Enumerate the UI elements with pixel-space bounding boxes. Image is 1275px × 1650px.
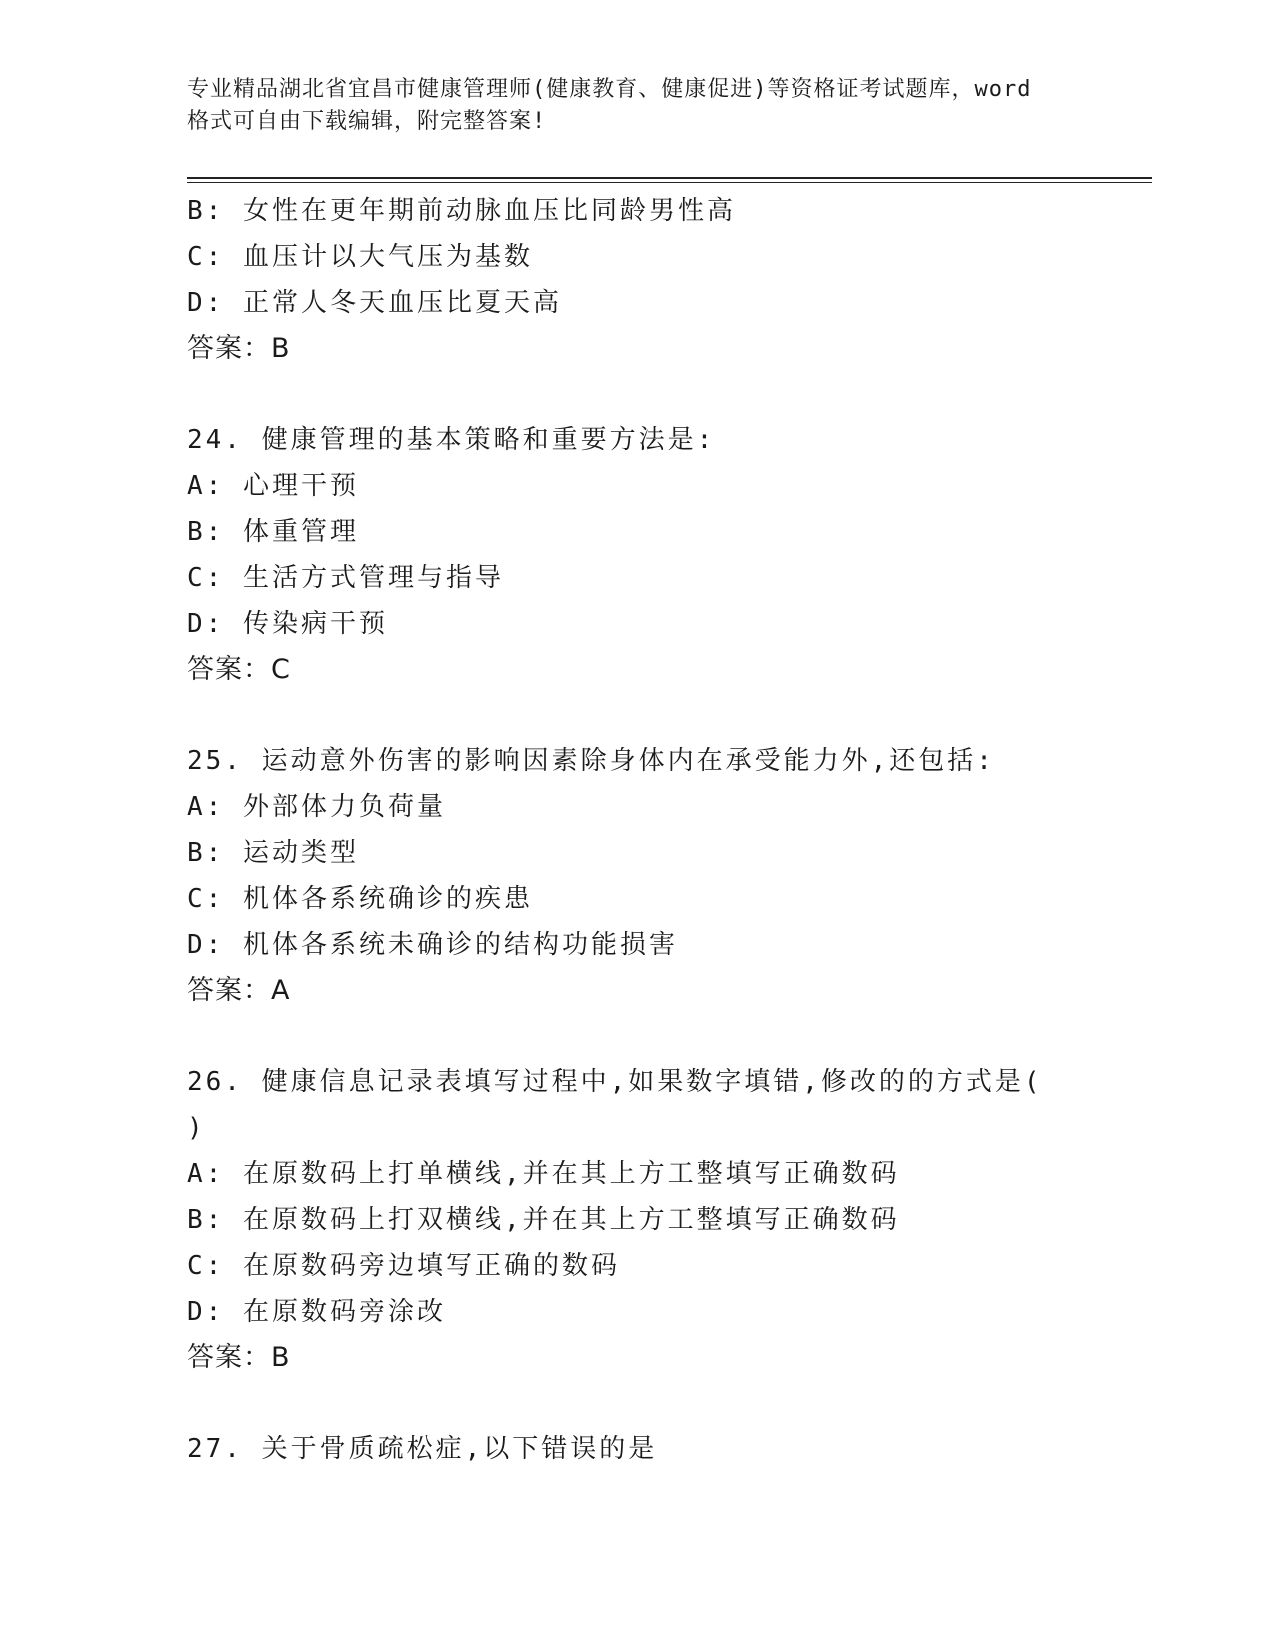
answer-line: 答案：C [187, 654, 291, 685]
question-block-24 [187, 417, 1127, 693]
option-b: B: 在原数码上打双横线,并在其上方工整填写正确数码 [187, 1205, 900, 1235]
option-d: D: 机体各系统未确诊的结构功能损害 [187, 930, 678, 960]
option-c: C: 机体各系统确诊的疾患 [187, 884, 533, 914]
option-d: D: 正常人冬天血压比夏天高 [187, 288, 562, 318]
header-divider-thin [187, 182, 1152, 183]
option-c: C: 在原数码旁边填写正确的数码 [187, 1251, 620, 1281]
option-d: D: 传染病干预 [187, 609, 388, 639]
question-block-27 [187, 1426, 1127, 1472]
question-text: 25. 运动意外伤害的影响因素除身体内在承受能力外,还包括: [187, 746, 995, 776]
option-b: B: 体重管理 [187, 517, 359, 547]
question-text: 24. 健康管理的基本策略和重要方法是: [187, 425, 716, 455]
option-a: A: 外部体力负荷量 [187, 792, 446, 822]
option-a: A: 在原数码上打单横线,并在其上方工整填写正确数码 [187, 1159, 900, 1189]
document-body [187, 188, 1127, 1472]
option-c: C: 血压计以大气压为基数 [187, 242, 533, 272]
option-c: C: 生活方式管理与指导 [187, 563, 504, 593]
question-text-line-1: 26. 健康信息记录表填写过程中,如果数字填错,修改的的方式是( [187, 1067, 1043, 1097]
question-block-23 [187, 188, 1127, 372]
option-d: D: 在原数码旁涂改 [187, 1297, 446, 1327]
answer-line: 答案：A [187, 975, 291, 1006]
question-text: 27. 关于骨质疏松症,以下错误的是 [187, 1434, 658, 1464]
header-line-2: 格式可自由下载编辑，附完整答案! [187, 109, 547, 134]
option-a: A: 心理干预 [187, 471, 359, 501]
option-b: B: 女性在更年期前动脉血压比同龄男性高 [187, 196, 736, 226]
question-block-26 [187, 1059, 1127, 1381]
answer-line: 答案：B [187, 1342, 291, 1373]
header-line-1: 专业精品湖北省宜昌市健康管理师(健康教育、健康促进)等资格证考试题库，word [187, 77, 1032, 102]
question-block-25 [187, 738, 1127, 1014]
header-divider-thick [187, 177, 1152, 179]
question-text-line-2: ) [187, 1113, 206, 1143]
answer-line: 答案：B [187, 333, 291, 364]
option-b: B: 运动类型 [187, 838, 359, 868]
document-header [187, 74, 1087, 138]
